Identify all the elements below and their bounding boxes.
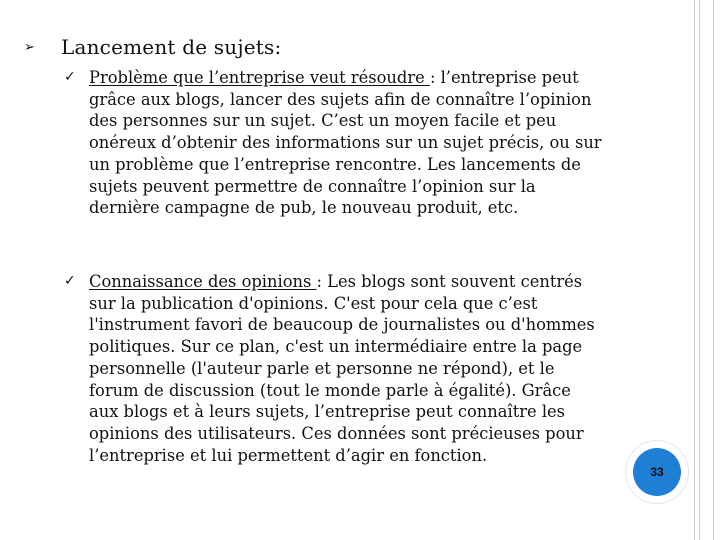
arrow-bullet-icon: ➢ <box>24 40 35 55</box>
bullet-paragraph <box>89 67 604 219</box>
decorative-rule <box>713 0 714 540</box>
bullet-text: : l’entreprise peut grâce aux blogs, lancer des sujets afin de connaître l’opinion des personnes sur un sujet. C’est un moyen facile et peu onéreux d’obtenir des informations sur un sujet précis, ou sur un problème que l’entreprise rencontre. Les lancements de sujets peuvent permettre de connaître l’opinion sur la dernière campagne de pub, le nouveau produit, etc. <box>89 68 602 218</box>
bullet-text: : Les blogs sont souvent centrés sur la publication d'opinions. C'est pour cela que c’est l'instrument favori de beaucoup de journalistes ou d'hommes politiques. Sur ce plan, c'est un intermédiaire entre la page personnelle (l'auteur parle et personne ne répond), et le forum de discussion (tout le monde parle à égalité). Grâce aux blogs et à leurs sujets, l’entreprise peut connaître les opinions des utilisateurs. Ces données sont précieuses pour l’entreprise et lui permettent d’agir en fonction. <box>89 272 595 465</box>
decorative-rule <box>694 0 695 540</box>
checkmark-icon: ✓ <box>64 69 76 85</box>
page-number: 33 <box>633 448 681 496</box>
bullet-title: Connaissance des opinions <box>89 272 317 291</box>
decorative-rule <box>699 0 700 540</box>
checkmark-icon: ✓ <box>64 273 76 289</box>
bullet-title: Problème que l’entreprise veut résoudre <box>89 68 430 87</box>
slide-heading: Lancement de sujets: <box>61 35 282 59</box>
bullet-paragraph <box>89 271 604 466</box>
